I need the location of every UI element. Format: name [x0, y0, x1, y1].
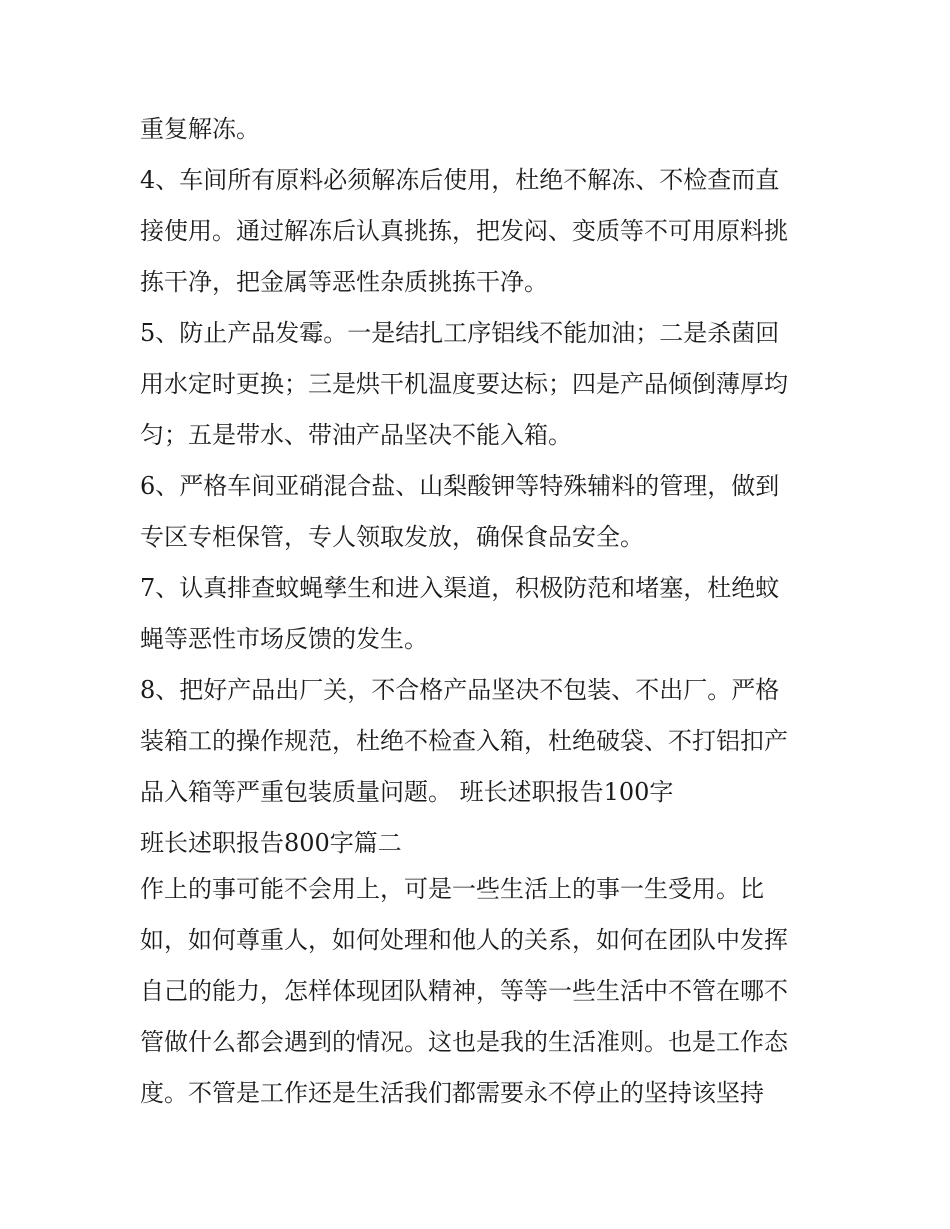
text-line: 拣干净，把金属等恶性杂质挑拣干净。 [140, 268, 548, 296]
text-line: 作上的事可能不会用上，可是一些生活上的事一生受用。比 [140, 875, 764, 903]
text-line: 蝇等恶性市场反馈的发生。 [140, 625, 428, 653]
text-line: 接使用。通过解冻后认真挑拣，把发闷、变质等不可用原料挑 [140, 217, 788, 245]
text-line: 5、防止产品发霉。一是结扎工序铝线不能加油；二是杀菌回 [140, 319, 780, 347]
text-line: 重复解冻。 [140, 115, 260, 143]
text-line: 装箱工的操作规范，杜绝不检查入箱，杜绝破袋、不打铝扣产 [140, 727, 788, 755]
text-line: 度。不管是工作还是生活我们都需要永不停止的坚持该坚持 [140, 1079, 764, 1107]
text-line: 4、车间所有原料必须解冻后使用，杜绝不解冻、不检查而直 [140, 166, 780, 194]
text-line: 专区专柜保管，专人领取发放，确保食品安全。 [140, 523, 644, 551]
document-body [140, 104, 820, 1119]
text-line: 自己的能力，怎样体现团队精神，等等一些生活中不管在哪不 [140, 977, 788, 1005]
section-heading: 班长述职报告800字篇二 [140, 829, 402, 857]
text-line: 如，如何尊重人，如何处理和他人的关系，如何在团队中发挥 [140, 926, 788, 954]
text-line: 7、认真排查蚊蝇孳生和进入渠道，积极防范和堵塞，杜绝蚊 [140, 574, 780, 602]
text-line: 匀；五是带水、带油产品坚决不能入箱。 [140, 421, 572, 449]
text-line: 8、把好产品出厂关，不合格产品坚决不包装、不出厂。严格 [140, 676, 780, 704]
text-line: 6、严格车间亚硝混合盐、山梨酸钾等特殊辅料的管理，做到 [140, 472, 780, 500]
text-line: 管做什么都会遇到的情况。这也是我的生活准则。也是工作态 [140, 1028, 788, 1056]
text-line: 品入箱等严重包装质量问题。 班长述职报告100字 [140, 778, 674, 806]
text-line: 用水定时更换；三是烘干机温度要达标；四是产品倾倒薄厚均 [140, 370, 788, 398]
